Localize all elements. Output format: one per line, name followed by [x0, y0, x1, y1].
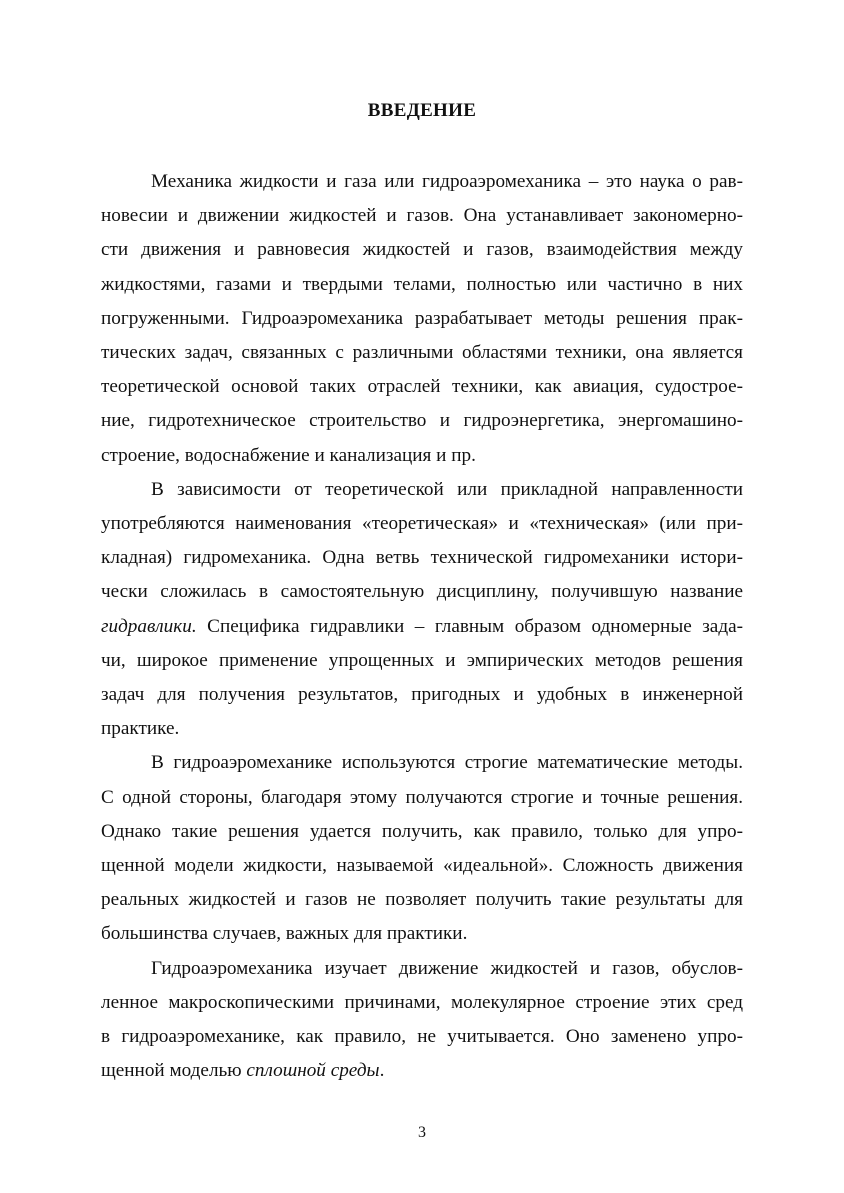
- text-line: ние, гидротехническое строительство и гидроэнергетика, энергомашино-: [101, 410, 743, 432]
- text-line: В зависимости от теоретической или прикладной направленности: [151, 478, 743, 500]
- text-line: тических задач, связанных с различными областями техники, она является: [101, 342, 743, 364]
- paragraph-2: [101, 473, 743, 747]
- text-line: в гидроаэромеханике, как правило, не учитывается. Оно заменено упро-: [101, 1026, 743, 1048]
- text-line: жидкостями, газами и твердыми телами, полностью или частично в них: [101, 273, 743, 295]
- text-line: теоретической основой таких отраслей техники, как авиация, судострое-: [101, 376, 743, 398]
- text-line: [101, 610, 743, 644]
- text-line: большинства случаев, важных для практики.: [101, 923, 468, 945]
- paragraph-3: [101, 746, 743, 951]
- text-line: употребляются наименования «теоретическая» и «техническая» (или при-: [101, 513, 743, 535]
- text-line: [101, 1054, 743, 1088]
- page-title: ВВЕДЕНИЕ: [367, 100, 477, 121]
- paragraph-1: [101, 165, 743, 473]
- text-line: задач для получения результатов, пригодных и удобных в инженерной: [101, 684, 743, 706]
- body-text: [101, 165, 743, 1088]
- text-line: кладная) гидромеханика. Одна ветвь технической гидромеханики истори-: [101, 547, 743, 569]
- text-line: чески сложилась в самостоятельную дисциплину, получившую название: [101, 581, 743, 603]
- text-line: практике.: [101, 718, 180, 740]
- text-line: ленное макроскопическими причинами, молекулярное строение этих сред: [101, 991, 743, 1013]
- italic-term: гидравлики.: [101, 615, 197, 637]
- text-line: Однако такие решения удается получить, как правило, только для упро-: [101, 820, 743, 842]
- text-line: Гидроаэромеханика изучает движение жидкостей и газов, обуслов-: [151, 957, 743, 979]
- page-number: 3: [418, 1124, 426, 1141]
- text-line: чи, широкое применение упрощенных и эмпирических методов решения: [101, 649, 743, 671]
- text-line: строение, водоснабжение и канализация и пр.: [101, 444, 476, 466]
- text-fragment: Специфика гидравлики – главным образом одномерные зада-: [196, 615, 743, 637]
- text-line: реальных жидкостей и газов не позволяет получить такие результаты для: [101, 889, 743, 911]
- text-line: Механика жидкости и газа или гидроаэромеханика – это наука о рав-: [151, 171, 743, 192]
- text-line: В гидроаэромеханике используются строгие математические методы.: [151, 752, 743, 774]
- text-fragment: .: [379, 1060, 385, 1082]
- text-line: щенной модели жидкости, называемой «идеальной». Сложность движения: [101, 855, 743, 877]
- paragraph-4: [101, 952, 743, 1089]
- text-line: С одной стороны, благодаря этому получаются строгие и точные решения.: [101, 786, 743, 808]
- italic-term: сплошной среды: [246, 1060, 380, 1082]
- text-line: новесии и движении жидкостей и газов. Она устанавливает закономерно-: [101, 205, 743, 227]
- text-line: сти движения и равновесия жидкостей и газов, взаимодействия между: [101, 239, 743, 261]
- text-line: погруженными. Гидроаэромеханика разрабатывает методы решения прак-: [101, 307, 743, 329]
- text-fragment: щенной моделью: [101, 1060, 247, 1082]
